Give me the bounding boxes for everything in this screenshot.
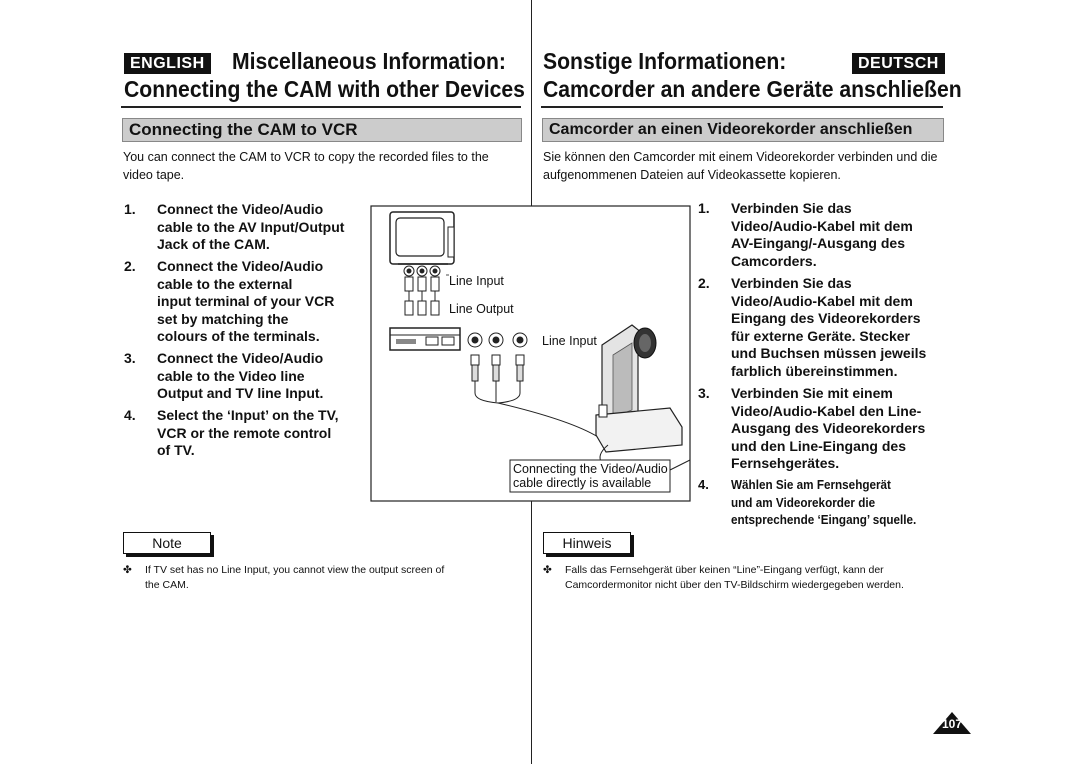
german-step-4 xyxy=(698,476,948,530)
step-text: set by matching the xyxy=(157,310,289,327)
label-line-input-cam: Line Input xyxy=(542,334,597,348)
note-bullet-icon: ✤ xyxy=(123,564,132,576)
step-text: cable to the Video line xyxy=(157,367,305,384)
step-text: und den Line-Eingang des xyxy=(731,437,906,454)
step-text: Output and TV line Input. xyxy=(157,385,324,401)
step-text: VCR or the remote control xyxy=(157,424,332,441)
connection-diagram xyxy=(370,205,692,503)
step-text: colours of the terminals. xyxy=(157,328,320,344)
german-note xyxy=(543,563,943,593)
note-text: If TV set has no Line Input, you cannot view the output screen of xyxy=(145,564,445,576)
hinweis-label-box: Hinweis xyxy=(543,532,631,554)
step-text: Wählen Sie am Fernsehgerät xyxy=(731,477,891,492)
label-line-input-tv: Line Input xyxy=(449,274,504,288)
step-number: 4. xyxy=(124,407,136,423)
step-number: 3. xyxy=(124,350,136,366)
step-number: 1. xyxy=(698,200,710,216)
step-text: Camcorders. xyxy=(731,252,817,269)
step-text: Eingang des Videorekorders xyxy=(731,310,921,326)
step-number: 3. xyxy=(698,385,710,401)
tv-icon xyxy=(390,212,454,264)
german-step-1 xyxy=(698,200,948,272)
step-text: und Buchsen müssen jeweils xyxy=(731,345,927,361)
note-text: the CAM. xyxy=(145,579,189,591)
step-number: 2. xyxy=(698,275,710,291)
step-text: Verbinden Sie mit einem xyxy=(731,385,893,401)
english-step-1 xyxy=(124,201,364,255)
note-label-box: Note xyxy=(123,532,211,554)
step-text: Jack of the CAM. xyxy=(157,236,270,252)
deutsch-badge: DEUTSCH xyxy=(852,53,945,74)
step-text: Verbinden Sie das xyxy=(731,275,852,291)
note-text: Camcordermonitor nicht über den TV-Bildschirm wiedergegeben werden. xyxy=(565,579,904,591)
step-text: Ausgang des Videorekorders xyxy=(731,420,926,436)
step-text: Connect the Video/Audio xyxy=(157,201,324,217)
step-text: und am Videorekorder die xyxy=(731,494,876,510)
step-text: Video/Audio-Kabel mit dem xyxy=(731,292,913,309)
english-section-title: Connecting the CAM to VCR xyxy=(122,118,522,142)
step-text: Select the ‘Input’ on the TV, xyxy=(157,407,339,423)
step-text: Connect the Video/Audio xyxy=(157,258,324,274)
vcr-icon xyxy=(390,328,460,350)
step-text: farblich übereinstimmen. xyxy=(731,362,898,379)
german-intro: Sie können den Camcorder mit einem Videorekorder verbinden und die aufgenommenen Dateien auf Videokassette kopieren. xyxy=(543,150,938,182)
diagram-caption-line2: cable directly is available xyxy=(513,476,652,490)
english-step-3 xyxy=(124,350,364,404)
english-intro: You can connect the CAM to VCR to copy the recorded files to the video tape. xyxy=(123,150,489,182)
step-text: Connect the Video/Audio xyxy=(157,350,324,366)
step-text: entsprechende ‘Eingang’ squelle. xyxy=(731,512,917,527)
right-title-line2: Camcorder an andere Geräte anschließen xyxy=(543,76,962,102)
right-header-rule xyxy=(541,106,943,108)
step-text: cable to the AV Input/Output xyxy=(157,218,345,235)
diagram-caption-line1: Connecting the Video/Audio xyxy=(513,462,668,476)
tv-input-jacks-icon xyxy=(404,266,440,276)
label-line-output: Line Output xyxy=(449,302,514,316)
english-step-2 xyxy=(124,258,364,348)
note-bullet-icon: ✤ xyxy=(543,564,552,576)
german-step-2 xyxy=(698,275,948,383)
step-number: 1. xyxy=(124,201,136,217)
english-badge: ENGLISH xyxy=(124,53,211,74)
step-number: 4. xyxy=(698,477,709,492)
step-text: Video/Audio-Kabel den Line- xyxy=(731,402,922,419)
step-text: Fernsehgerätes. xyxy=(731,455,840,471)
note-text: Falls das Fernsehgerät über keinen “Line”-Eingang verfügt, kann der xyxy=(565,564,884,576)
english-step-4 xyxy=(124,407,364,461)
step-text: input terminal of your VCR xyxy=(157,293,335,309)
step-text: cable to the external xyxy=(157,275,293,292)
vcr-input-jacks-icon xyxy=(468,333,527,347)
left-title-line2: Connecting the CAM with other Devices xyxy=(124,76,525,102)
left-title-line1: Miscellaneous Information: xyxy=(232,48,506,74)
step-text: Verbinden Sie das xyxy=(731,200,852,216)
right-title-line1: Sonstige Informationen: xyxy=(543,48,787,74)
english-note xyxy=(123,563,503,593)
step-text: für externe Geräte. Stecker xyxy=(731,327,910,344)
step-text: AV-Eingang/-Ausgang des xyxy=(731,235,905,251)
step-text: Video/Audio-Kabel mit dem xyxy=(731,217,913,234)
step-text: of TV. xyxy=(157,442,195,458)
german-section-title: Camcorder an einen Videorekorder anschließen xyxy=(542,118,944,142)
german-step-3 xyxy=(698,385,948,475)
page-number: 107 xyxy=(941,717,963,731)
step-number: 2. xyxy=(124,258,136,274)
left-header-rule xyxy=(121,106,521,108)
